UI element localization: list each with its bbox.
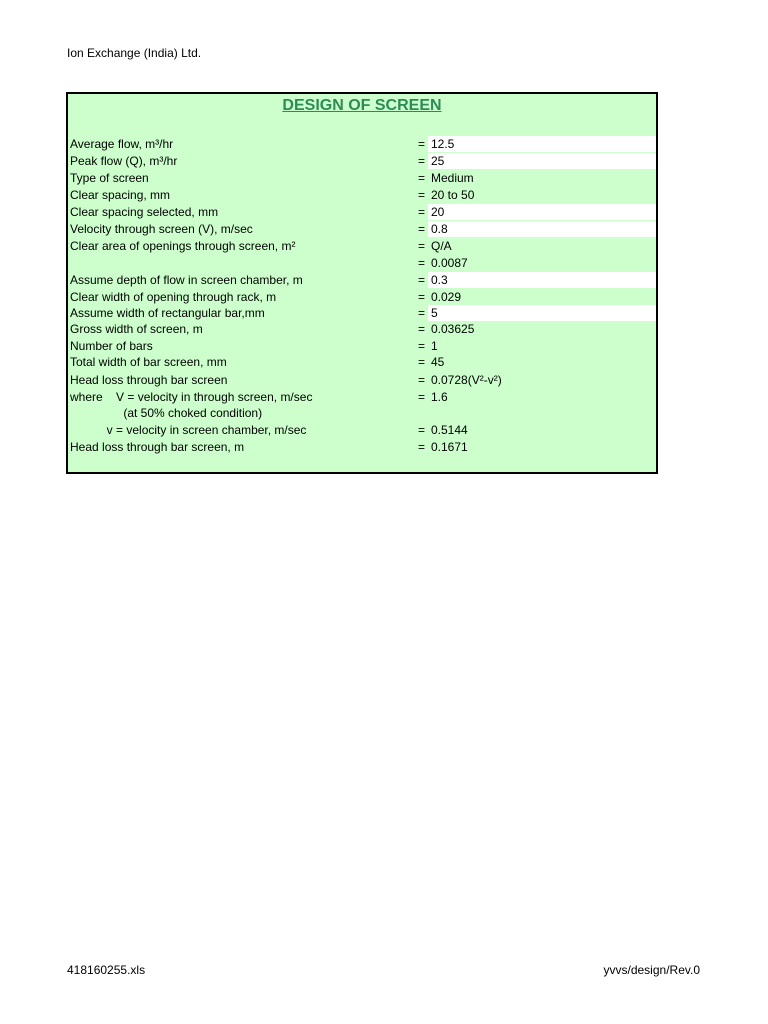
calc-equals: = [418,322,426,336]
calc-value-cell: 0.0087 [431,256,468,270]
calc-label: Peak flow (Q), m³/hr [70,154,178,168]
calc-equals: = [418,188,426,202]
calc-value-cell: 0.5144 [431,423,468,437]
calc-row [68,389,656,405]
calc-equals: = [418,373,426,387]
calc-label: Clear width of opening through rack, m [70,290,277,304]
calc-value-cell: Q/A [431,239,452,253]
calc-row [68,187,656,203]
calc-label: Clear area of openings through screen, m² [70,239,296,253]
design-sheet [66,92,658,474]
calc-value-cell[interactable]: 25 [428,153,656,169]
calc-label: Assume width of rectangular bar,mm [70,306,265,320]
calc-equals: = [418,339,426,353]
calc-equals: = [418,306,426,320]
calc-label: v = velocity in screen chamber, m/sec [70,423,307,437]
calc-label: Clear spacing selected, mm [70,205,219,219]
calc-equals: = [418,137,426,151]
calc-label: Head loss through bar screen [70,373,228,387]
calc-value-cell: Medium [431,171,474,185]
calc-row [68,289,656,305]
calc-equals: = [418,154,426,168]
calc-value-cell: 0.0728(V²-v²) [431,373,502,387]
calc-equals: = [418,222,426,236]
calc-value-cell[interactable]: 5 [428,305,656,321]
footer-filename: 418160255.xls [67,963,146,977]
calc-row [68,255,656,271]
calc-equals: = [418,355,426,369]
calc-row [68,170,656,186]
calc-equals: = [418,390,426,404]
calc-row [68,439,656,455]
calc-row [68,405,656,421]
calc-label: Assume depth of flow in screen chamber, m [70,273,303,287]
calc-row [68,153,656,169]
calc-equals: = [418,273,426,287]
company-name: Ion Exchange (India) Ltd. [67,46,202,60]
calc-row [68,338,656,354]
calc-label: Velocity through screen (V), m/sec [70,222,253,236]
calc-equals: = [418,423,426,437]
calc-label: Total width of bar screen, mm [70,355,227,369]
calc-label: Type of screen [70,171,149,185]
calc-value-cell[interactable]: 0.3 [428,272,656,288]
calc-label: Clear spacing, mm [70,188,171,202]
calc-value-cell: 0.029 [431,290,462,304]
calc-row [68,204,656,220]
calc-label: where V = velocity in through screen, m/sec [70,390,313,404]
calc-row [68,136,656,152]
calc-row [68,238,656,254]
calc-value-cell: 20 to 50 [431,188,475,202]
calc-label: Average flow, m³/hr [70,137,174,151]
calc-value-cell [428,405,656,421]
calc-value-cell: 0.03625 [431,322,475,336]
calc-equals: = [418,290,426,304]
calc-row [68,272,656,288]
calc-equals: = [418,256,426,270]
calc-value-cell[interactable]: 12.5 [428,136,656,152]
footer-reference: yvvs/design/Rev.0 [603,963,700,977]
calc-value-cell: 1.6 [431,390,448,404]
calc-row [68,372,656,388]
calc-row [68,305,656,321]
calc-value-cell: 0.1671 [431,440,468,454]
calc-equals: = [418,239,426,253]
calc-row [68,221,656,237]
calc-label: (at 50% choked condition) [70,406,263,420]
calc-label: Head loss through bar screen, m [70,440,245,454]
calc-row [68,321,656,337]
calc-value-cell[interactable]: 0.8 [428,221,656,237]
calc-equals: = [418,440,426,454]
calc-row [68,354,656,370]
calc-value-cell: 1 [431,339,438,353]
calc-equals: = [418,205,426,219]
sheet-title: DESIGN OF SCREEN [282,97,442,114]
calc-equals: = [418,171,426,185]
calc-label: Gross width of screen, m [70,322,203,336]
calc-label: Number of bars [70,339,153,353]
calc-value-cell[interactable]: 20 [428,204,656,220]
calc-value-cell: 45 [431,355,445,369]
calc-row [68,422,656,438]
